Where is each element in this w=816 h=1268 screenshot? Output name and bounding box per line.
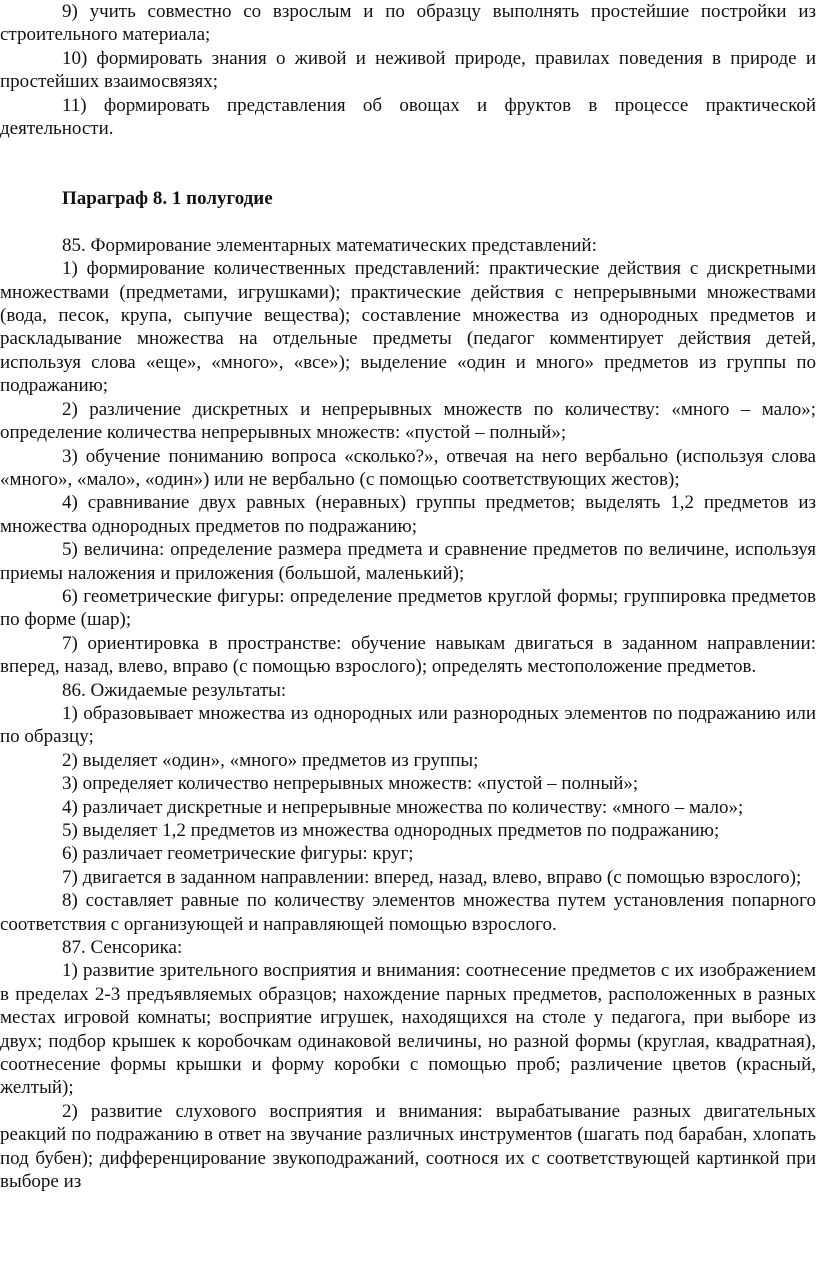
- section-title: 85. Формирование элементарных математических представлений:: [62, 234, 597, 256]
- list-item: 10) формировать знания о живой и неживой природе, правилах поведения в природе и простейших взаимосвязях;: [0, 47, 816, 93]
- section-title: 87. Сенсорика:: [62, 937, 183, 959]
- section-title: 86. Ожидаемые результаты:: [62, 679, 287, 701]
- section-85: [0, 234, 816, 679]
- list-item: 1) развитие зрительного восприятия и внимания: соотнесение предметов с их изображением в пределах 2-3 предъявляемых образцов; нахождение парных предметов, расположенных в разных местах игровой комнаты; восприятие игрушек, находящихся на столе у педагога, при выборе из двух; подбор крышек к коробочкам одинаковой величины, но разной формы (круглая, квадратная), соотнесение формы крышки и форму коробки с помощью проб; различение цветов (красный, желтый);: [0, 960, 816, 1099]
- list-item: 3) обучение пониманию вопроса «сколько?», отвечая на него вербально (используя слова «много», «мало», «один») или не вербально (с помощью соответствующих жестов);: [0, 445, 816, 490]
- list-item: 2) различение дискретных и непрерывных множеств по количеству: «много – мало»; определение количества непрерывных множеств: «пустой – полный»;: [0, 398, 816, 444]
- list-item: 8) составляет равные по количеству элементов множества путем установления попарного соответствия с организующей и направляющей помощью взрослого.: [0, 890, 816, 935]
- list-item: 2) выделяет «один», «много» предметов из группы;: [62, 749, 479, 771]
- section-86: [0, 679, 816, 936]
- list-item: 3) определяет количество непрерывных множеств: «пустой – полный»;: [62, 773, 639, 795]
- list-item: 4) различает дискретные и непрерывные множества по количеству: «много – мало»;: [62, 796, 744, 818]
- list-item: 7) двигается в заданном направлении: вперед, назад, влево, вправо (с помощью взрослого);: [62, 866, 802, 888]
- list-item: 7) ориентировка в пространстве: обучение навыкам двигаться в заданном направлении: вперед, назад, влево, вправо (с помощью взрослого); определять местоположение предметов.: [0, 632, 816, 678]
- list-item: 6) различает геометрические фигуры: круг;: [62, 843, 414, 865]
- section-87: [0, 936, 816, 1193]
- list-item: 4) сравнивание двух равных (неравных) группы предметов; выделять 1,2 предметов из множества однородных предметов по подражанию;: [0, 492, 816, 537]
- list-item: 2) развитие слухового восприятия и внимания: вырабатывание разных двигательных реакций по подражанию в ответ на звучание различных инструментов (шагать под барабан, хлопать под бубен); дифференцирование звукоподражаний, соотнося их с соответствующей картинкой при выборе из: [0, 1100, 816, 1193]
- list-item: 9) учить совместно со взрослым и по образцу выполнять простейшие постройки из строительного материала;: [0, 1, 816, 46]
- list-item: 5) выделяет 1,2 предметов из множества однородных предметов по подражанию;: [62, 820, 720, 841]
- list-item: 6) геометрические фигуры: определение предметов круглой формы; группировка предметов по форме (шар);: [0, 585, 816, 631]
- list-item: 1) формирование количественных представлений: практические действия с дискретными множествами (предметами, игрушками); практические действия с непрерывными множествами (вода, песок, крупа, сыпучие вещества); составление множества из однородных предметов и раскладывание множества на отдельные предметы (педагог комментирует действия детей, используя слова «еще», «много», «все»); выделение «один и много» предметов из группы по подражанию;: [0, 258, 816, 397]
- list-item: 1) образовывает множества из однородных или разнородных элементов по подражанию или по образцу;: [0, 702, 816, 748]
- section-heading: Параграф 8. 1 полугодие: [62, 188, 273, 210]
- list-item: 11) формировать представления об овощах и фруктов в процессе практической деятельности.: [0, 94, 816, 140]
- list-item: 5) величина: определение размера предмета и сравнение предметов по величине, используя приемы наложения и приложения (большой, маленький);: [0, 539, 816, 584]
- intro-list: [0, 0, 816, 140]
